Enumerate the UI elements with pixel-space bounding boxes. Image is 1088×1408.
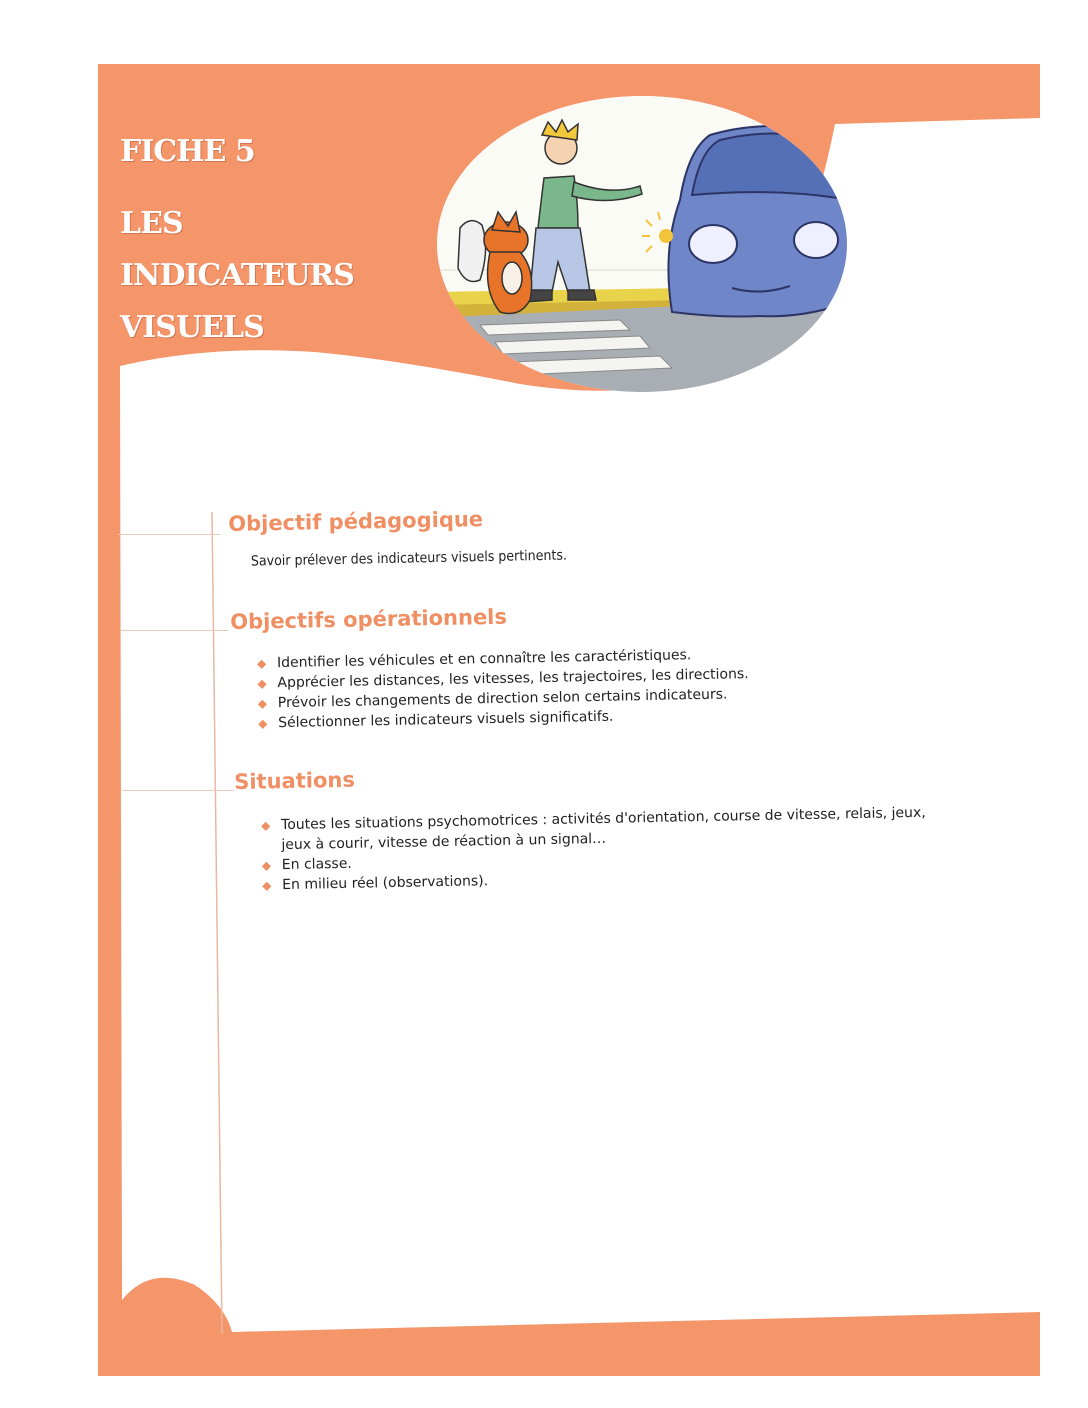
diamond-icon: ◆: [257, 676, 267, 691]
list-item: ◆ En milieu réel (observations).: [262, 862, 952, 895]
section-heading: Objectif pédagogique: [228, 507, 484, 536]
list-item: ◆ Sélectionner les indicateurs visuels significatifs.: [258, 704, 750, 733]
page-title: LES INDICATEURS VISUELS: [120, 206, 354, 345]
section-heading: Situations: [234, 767, 356, 794]
diamond-icon: ◆: [258, 716, 268, 731]
section-rule: [118, 534, 220, 535]
diamond-icon: ◆: [261, 858, 272, 873]
diamond-icon: ◆: [262, 878, 272, 893]
margin-line: [212, 512, 222, 1334]
bullet-list: [257, 644, 750, 733]
list-item: ◆ Prévoir les changements de direction selon certains indicateurs.: [258, 684, 750, 713]
section-rule: [122, 790, 234, 791]
list-item: ◆ Identifier les véhicules et en connaître les caractéristiques.: [257, 644, 749, 673]
bullet-list: [261, 802, 952, 895]
section-objectifs-operationnels: [230, 600, 750, 734]
section-rule: [120, 630, 228, 631]
diamond-icon: ◆: [256, 656, 267, 671]
diamond-icon: ◆: [257, 696, 268, 711]
section-text: Savoir prélever des indicateurs visuels pertinents.: [250, 547, 568, 570]
section-objectif-pedagogique: [228, 506, 567, 570]
section-situations: [234, 756, 952, 896]
diamond-icon: ◆: [260, 818, 271, 833]
section-heading: Objectifs opérationnels: [230, 604, 508, 634]
list-item: ◆ Toutes les situations psychomotrices : activités d'orientation, course de vitesse, relais, jeux, jeux à courir, vitesse de réaction à un signal…: [260, 804, 926, 854]
list-item: ◆ Apprécier les distances, les vitesses, les trajectoires, les directions.: [257, 664, 749, 693]
list-item: ◆ En classe.: [262, 842, 952, 875]
fiche-number: FICHE 5: [120, 134, 255, 169]
